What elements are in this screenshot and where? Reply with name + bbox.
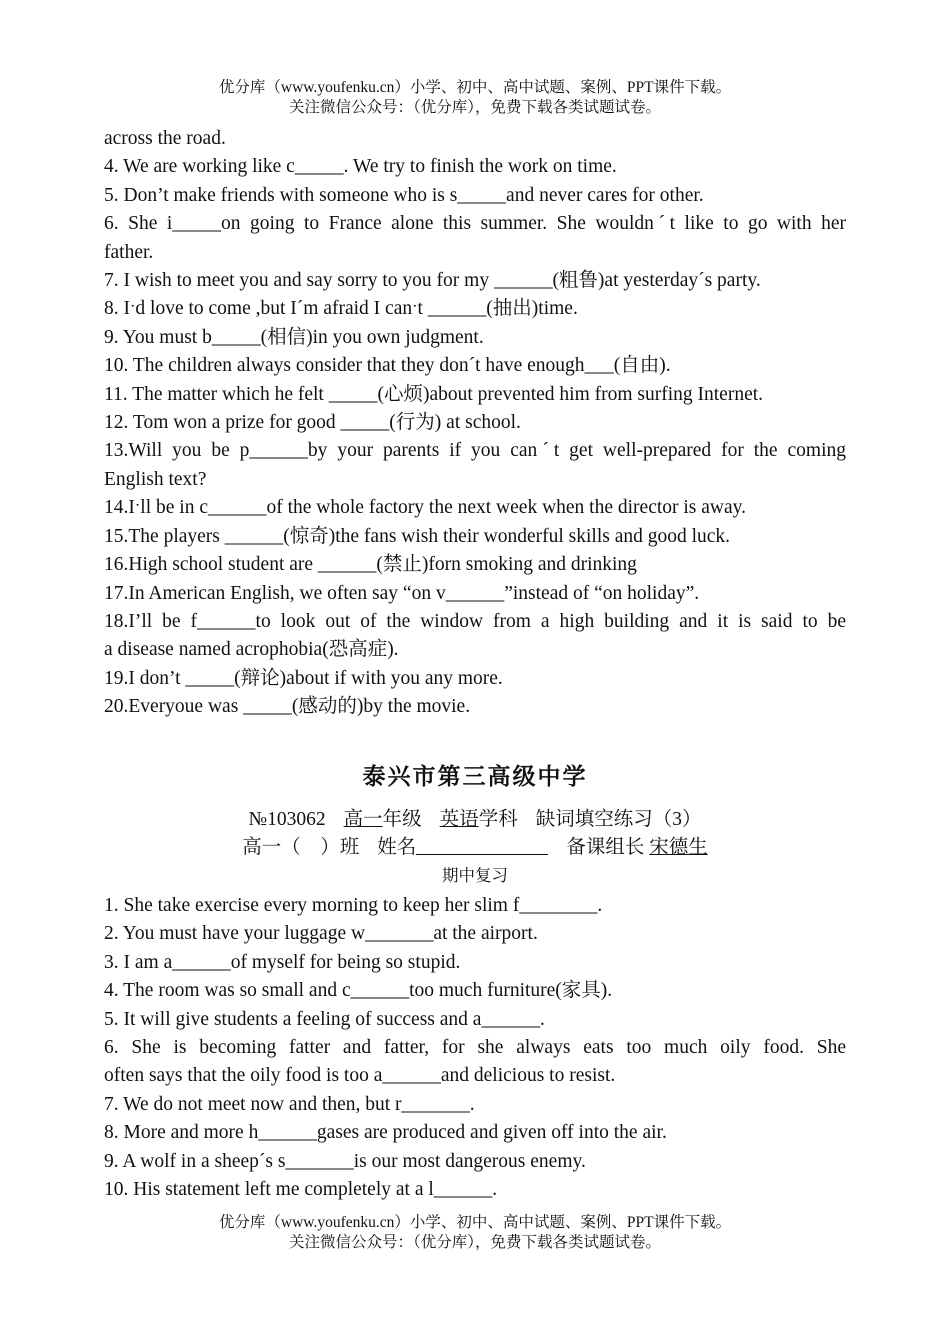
grade-value: 高一 — [343, 809, 383, 830]
question-line: 6. She is becoming fatter and fatter, for she always eats too much oily food. She — [104, 1037, 846, 1059]
worksheet-number: №103062 — [248, 809, 326, 830]
question-line: 19.I don’t _____(辩论)about if with you any more. — [104, 667, 503, 689]
grade-label: 年级 — [382, 809, 422, 830]
leader-name: 宋德生 — [649, 837, 708, 858]
subject-label: 学科 — [478, 809, 518, 830]
footer-line-1: 优分库（www.youfenku.cn）小学、初中、高中试题、案例、PPT课件下载。 — [218, 1214, 732, 1231]
question-line: 16.High school student are ______(禁止)forn smoking and drinking — [104, 554, 637, 576]
question-line: 5. Don’t make friends with someone who is s_____and never cares for other. — [104, 184, 704, 206]
question-line: 4. We are working like c_____. We try to finish the work on time. — [104, 156, 617, 178]
question-line: 8. More and more h______gases are produced and given off into the air. — [104, 1122, 667, 1144]
page-header — [0, 78, 950, 118]
name-label: 姓名 — [377, 837, 417, 858]
question-line: 2. You must have your luggage w_______at the airport. — [104, 923, 538, 945]
page-footer — [0, 1213, 950, 1253]
question-line: 14.Iˑll be in c______of the whole factory the next week when the director is away. — [104, 497, 747, 519]
question-line: 15.The players ______(惊奇)the fans wish their wonderful skills and good luck. — [104, 525, 731, 547]
header-line-1: 优分库（www.youfenku.cn）小学、初中、高中试题、案例、PPT课件下载。 — [218, 79, 732, 96]
leader-label: 备课组长 — [566, 837, 645, 858]
question-line: 1. She take exercise every morning to keep her slim f________. — [104, 895, 603, 916]
name-blank[interactable] — [416, 836, 548, 855]
student-info-line — [0, 834, 950, 862]
question-line: 3. I am a______of myself for being so stupid. — [104, 951, 461, 973]
worksheet-meta-line — [0, 806, 950, 834]
exercise-section-1 — [104, 125, 846, 722]
exercise-section-2 — [104, 892, 846, 1204]
header-line-2: 关注微信公众号：（优分库），免费下载各类试题试卷。 — [288, 99, 661, 116]
question-line: 9. A wolf in a sheepˊs s_______is our most dangerous enemy. — [104, 1150, 586, 1172]
question-line: 10. The children always consider that they donˊt have enough___(自由). — [104, 355, 671, 377]
question-line: a disease named acrophobia(恐高症). — [104, 639, 399, 661]
footer-line-2: 关注微信公众号：（优分库），免费下载各类试题试卷。 — [288, 1234, 661, 1251]
question-line: 17.In American English, we often say “on v______”instead of “on holiday”. — [104, 582, 700, 604]
question-line: 13.Will you be p______by your parents if you canˊt get well-prepared for the coming — [104, 440, 846, 462]
question-line: 10. His statement left me completely at a l______. — [104, 1179, 498, 1201]
worksheet-subtitle: 期中复习 — [442, 866, 508, 885]
class-label: 高一（ ）班 — [242, 837, 360, 858]
school-title: 泰兴市第三高级中学 — [362, 764, 588, 790]
question-line: 20.Everyoue was _____(感动的)by the movie. — [104, 696, 471, 718]
question-line: 12. Tom won a prize for good _____(行为) at school. — [104, 412, 521, 434]
question-line: 7. We do not meet now and then, but r_______. — [104, 1093, 475, 1115]
question-line: 9. You must b_____(相信)in you own judgment. — [104, 326, 484, 348]
question-line: 4. The room was so small and c______too much furniture(家具). — [104, 980, 613, 1002]
question-line: English text? — [104, 468, 207, 490]
question-line: 11. The matter which he felt _____(心烦)about prevented him from surfing Internet. — [104, 383, 764, 405]
question-line: often says that the oily food is too a______and delicious to resist. — [104, 1065, 616, 1087]
question-line: 5. It will give students a feeling of success and a______. — [104, 1008, 545, 1030]
worksheet-topic: 缺词填空练习（3） — [535, 809, 702, 830]
question-line: across the road. — [104, 128, 226, 149]
subject-value: 英语 — [439, 809, 479, 830]
question-line: father. — [104, 241, 154, 263]
question-line: 8. Iˑd love to come ,but Iˊm afraid I canˑt ______(抽出)time. — [104, 298, 578, 320]
question-line: 18.I’ll be f______to look out of the window from a high building and it is said to be — [104, 610, 846, 632]
question-line: 6. She i_____on going to France alone this summer. She wouldnˊt like to go with her — [104, 213, 846, 235]
question-line: 7. I wish to meet you and say sorry to you for my ______(粗鲁)at yesterdayˊs party. — [104, 270, 761, 292]
